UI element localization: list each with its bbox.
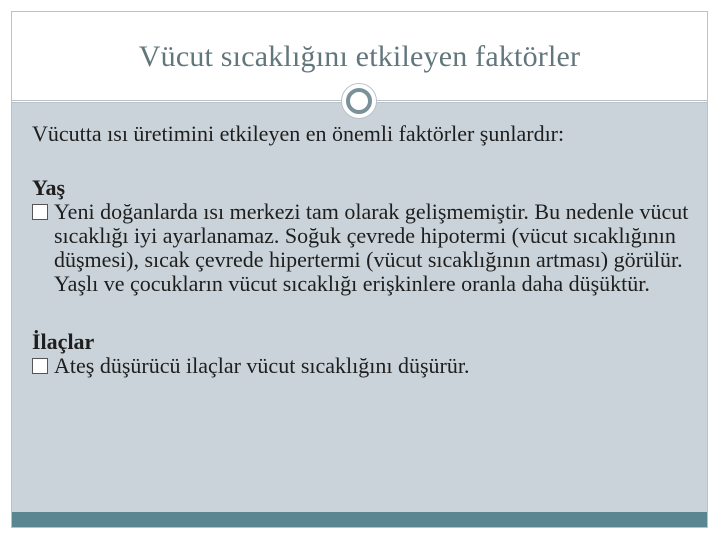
bullet-item-drugs xyxy=(32,354,692,378)
slide-content xyxy=(32,122,692,378)
section-heading-age: Yaş xyxy=(32,175,66,200)
intro-text: Vücutta ısı üretimini etkileyen en önemli faktörler şunlardır: xyxy=(32,121,565,146)
footer-band xyxy=(12,512,707,527)
bullet-box-icon xyxy=(32,204,48,220)
bullet-text-age: Yeni doğanlarda ısı merkezi tam olarak gelişmemiştir. Bu nedenle vücut sıcaklığı iyi ayarlanamaz. Soğuk çevrede hipotermi (vücut sıcaklığının düşmesi), sıcak çevrede hipertermi (vücut sıcaklığının artması) görülür. Yaşlı ve çocukların vücut sıcaklığı erişkinlere oranla daha düşüktür. xyxy=(54,199,689,296)
bullet-text-drugs: Ateş düşürücü ilaçlar vücut sıcaklığını düşürür. xyxy=(54,353,470,378)
bullet-item-age xyxy=(32,200,692,296)
circle-ornament-icon xyxy=(341,83,377,119)
section-heading-drugs: İlaçlar xyxy=(32,329,95,354)
slide xyxy=(11,11,708,528)
bullet-box-icon xyxy=(32,358,48,374)
slide-title: Vücut sıcaklığını etkileyen faktörler xyxy=(138,40,581,73)
